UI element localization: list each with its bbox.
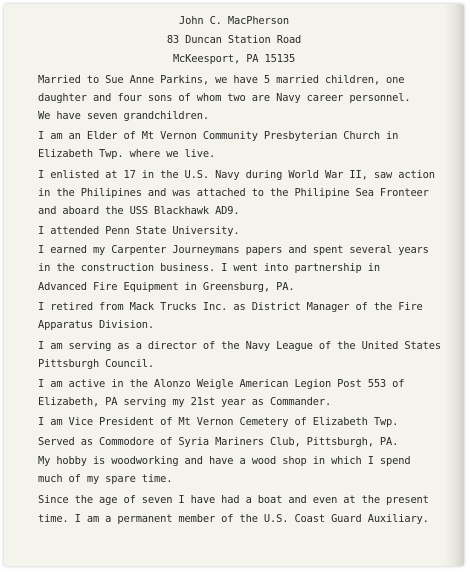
body-line: Married to Sue Anne Parkins, we have 5 married children, one — [38, 74, 405, 86]
body-line: My hobby is woodworking and have a wood shop in which I spend — [38, 455, 411, 467]
body-line: daughter and four sons of whom two are Navy career personnel. — [38, 92, 411, 104]
page-edge-shadow — [444, 4, 464, 566]
body-line: I am serving as a director of the Navy League of the United States — [38, 340, 441, 352]
body-line: Advanced Fire Equipment in Greensburg, PA. — [38, 281, 295, 293]
body-line: Served as Commodore of Syria Mariners Club, Pittsburgh, PA. — [38, 436, 399, 448]
body-line: time. I am a permanent member of the U.S. Coast Guard Auxiliary. — [38, 513, 429, 525]
author-city: McKeesport, PA 15135 — [172, 53, 296, 65]
body-line: Apparatus Division. — [38, 319, 155, 331]
body-line: I am Vice President of Mt Vernon Cemetery of Elizabeth Twp. — [38, 416, 399, 428]
body-line: I am active in the Alonzo Weigle American Legion Post 553 of — [38, 378, 405, 390]
body-line: I am an Elder of Mt Vernon Community Presbyterian Church in — [38, 130, 399, 142]
body-line: I enlisted at 17 in the U.S. Navy during World War II, saw action — [38, 169, 435, 181]
body-line: Since the age of seven I have had a boat and even at the present — [38, 494, 429, 506]
author-street: 83 Duncan Station Road — [166, 34, 302, 46]
body-line: and aboard the USS Blackhawk AD9. — [38, 205, 240, 217]
body-line: in the Philipines and was attached to the Philipine Sea Fronteer — [38, 187, 429, 199]
body-line: Elizabeth Twp. where we live. — [38, 148, 216, 160]
body-line: I attended Penn State University. — [38, 225, 240, 237]
author-name: John C. MacPherson — [179, 15, 289, 27]
document-page — [4, 4, 464, 566]
body-line: I earned my Carpenter Journeymans papers and spent several years — [38, 244, 429, 256]
body-line: Elizabeth, PA serving my 21st year as Commander. — [38, 396, 332, 408]
body-line: We have seven grandchildren. — [38, 110, 209, 122]
body-line: in the construction business. I went into partnership in — [38, 262, 380, 274]
body-line: I retired from Mack Trucks Inc. as District Manager of the Fire — [38, 301, 423, 313]
body-line: much of my spare time. — [38, 473, 173, 485]
body-line: Pittsburgh Council. — [38, 358, 155, 370]
